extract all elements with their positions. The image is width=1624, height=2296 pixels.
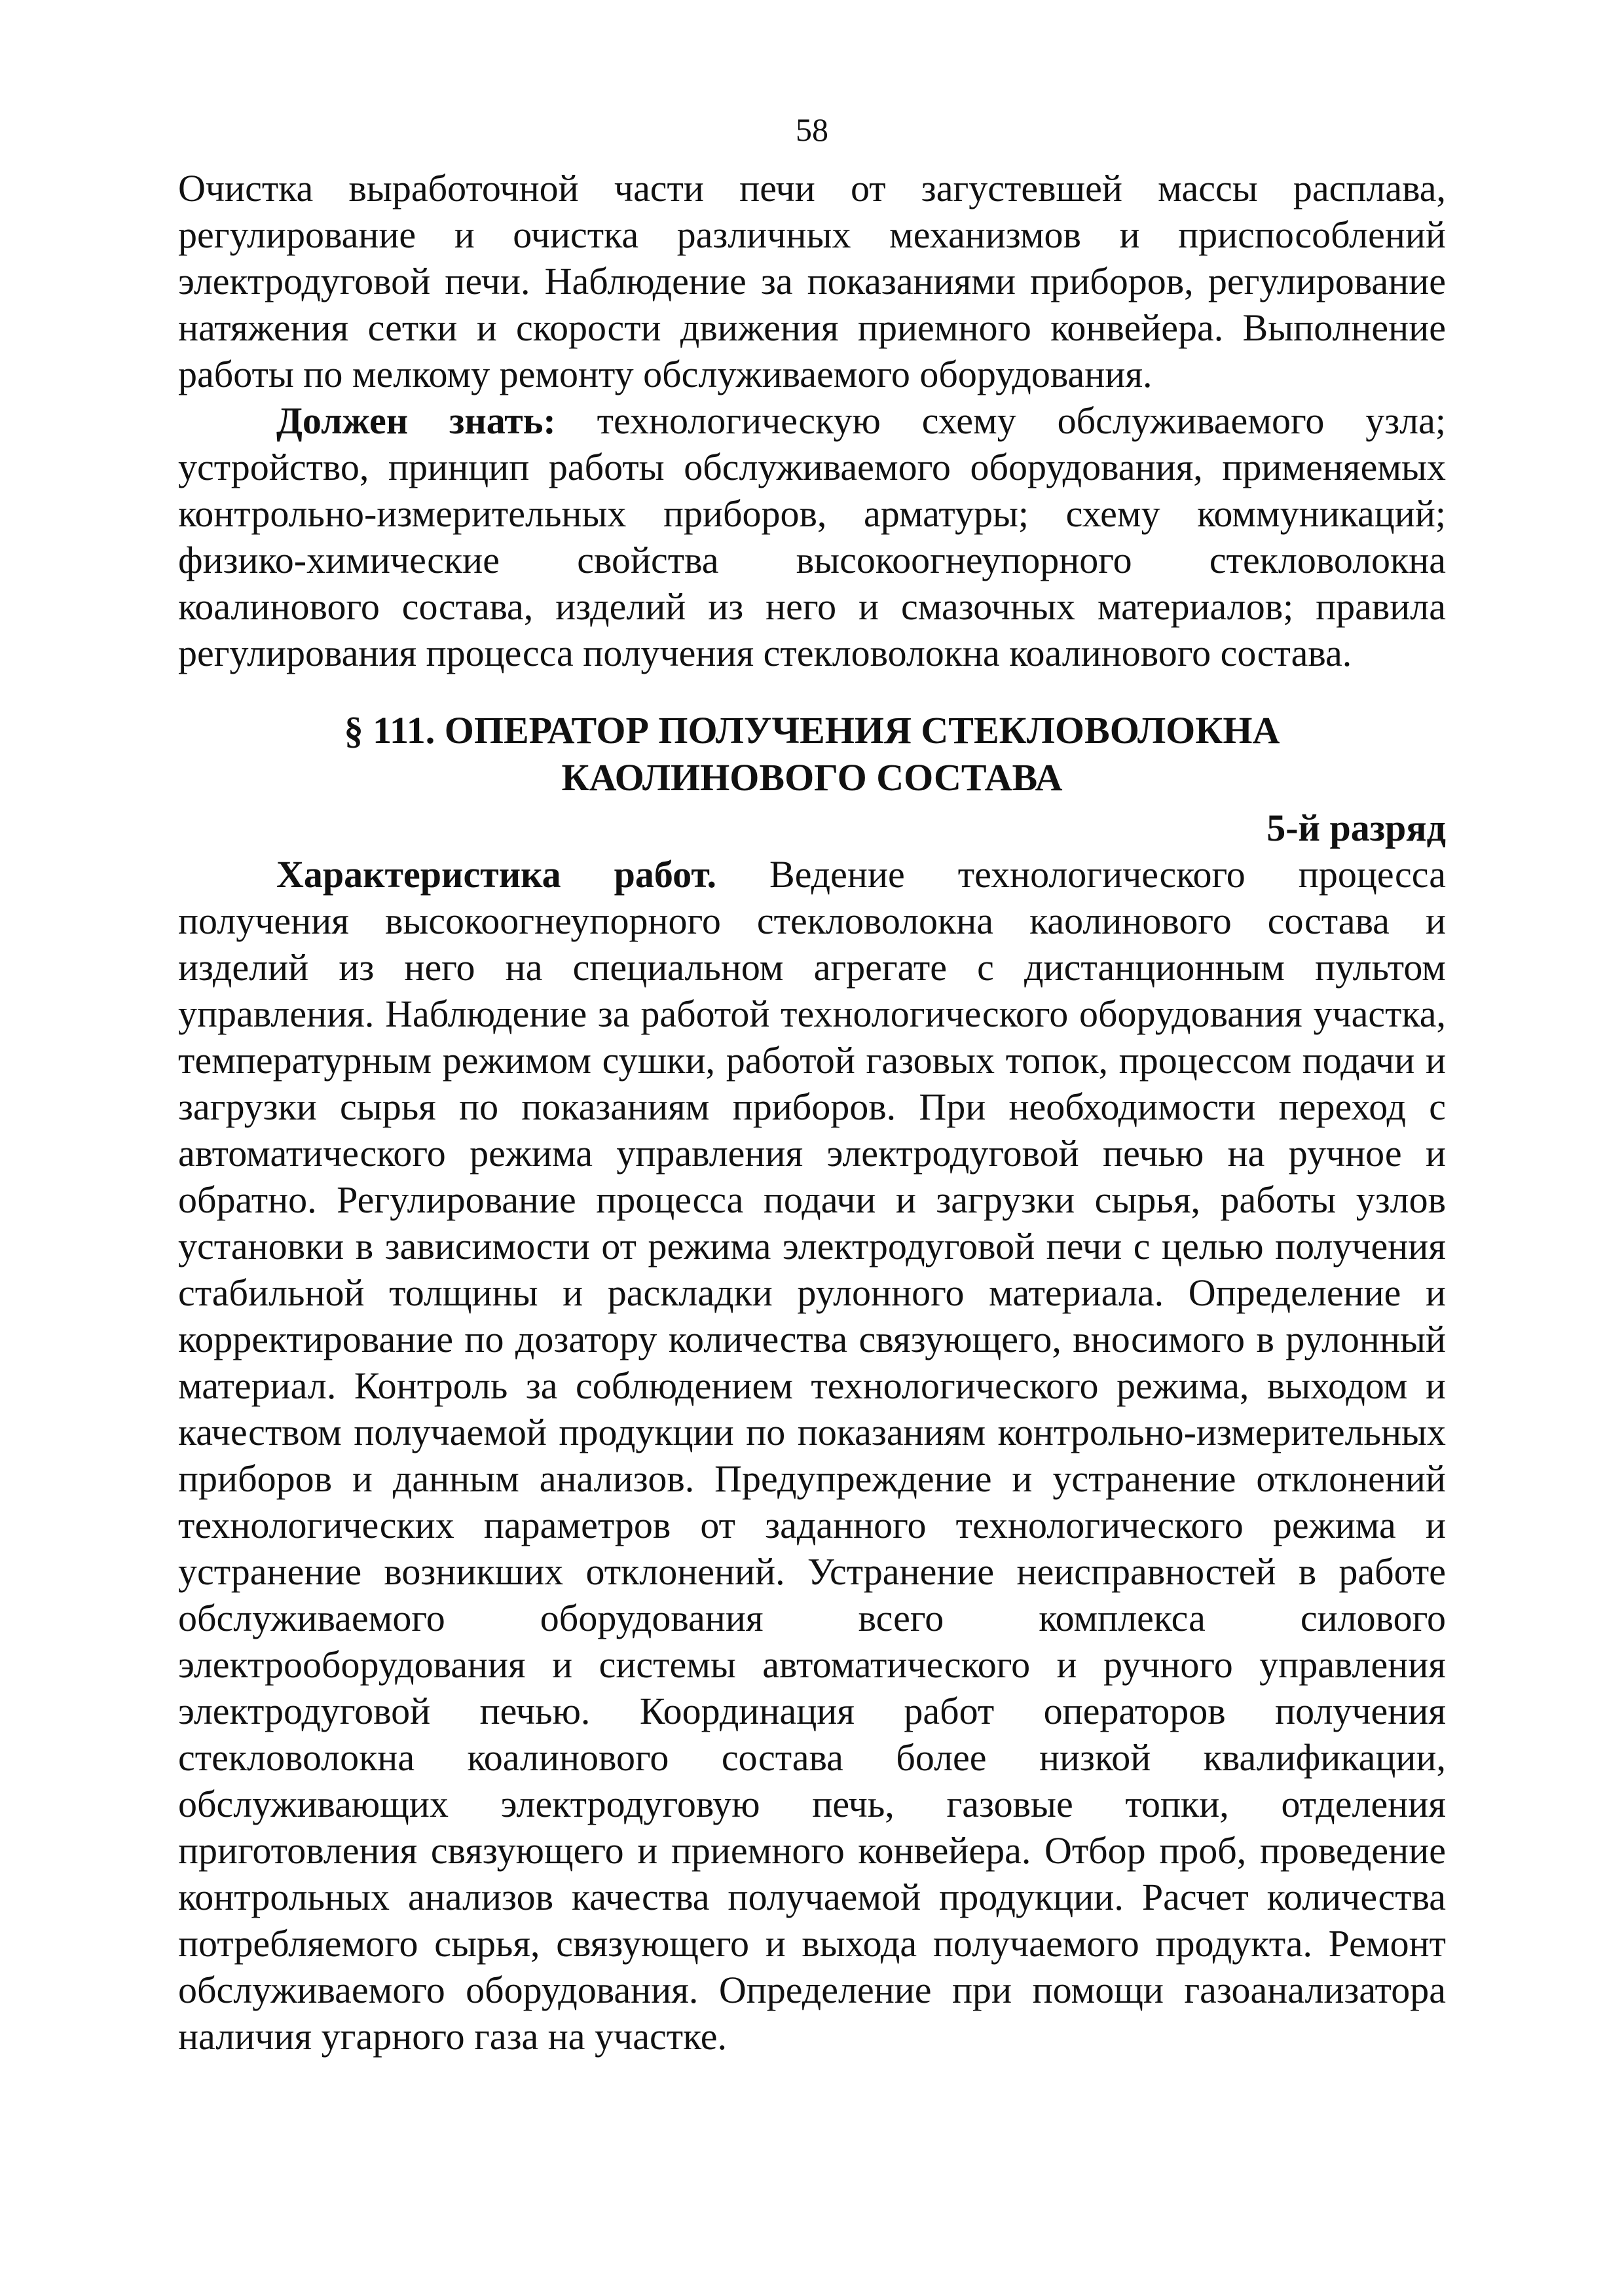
characteristics-label: Характеристика работ. — [276, 853, 717, 896]
characteristics-paragraph — [178, 851, 1446, 2060]
must-know-label: Должен знать: — [276, 399, 556, 442]
characteristics-text: Ведение технологического процесса получения высокоогнеупорного стекловолокна каолинового состава и изделий из него на специальном агрегате с дистанционным пультом управления. Наблюдение за работой технологического оборудования участка, температурным режимом сушки, работой газовых топок, процессом подачи и загрузки сырья по показаниям приборов. При необходимости переход с автоматического режима управления электродуговой печью на ручное и обратно. Регулирование процесса подачи и загрузки сырья, работы узлов установки в зависимости от режима электродуговой печи с целью получения стабильной толщины и раскладки рулонного материала. Определение и корректирование по дозатору количества связующего, вносимого в рулонный материал. Контроль за соблюдением технологического режима, выходом и качеством получаемой продукции по показаниям контрольно-измерительных приборов и данным анализов. Предупреждение и устранение отклонений технологических параметров от заданного технологического режима и устранение возникших отклонений. Устранение неисправностей в работе обслуживаемого оборудования всего комплекса силового электрооборудования и системы автоматического и ручного управления электродуговой печью. Координация работ операторов получения стекловолокна коалинового состава более низкой квалификации, обслуживающих электродуговую печь, газовые топки, отделения приготовления связующего и приемного конвейера. Отбор проб, проведение контрольных анализов качества получаемой продукции. Расчет количества потребляемого сырья, связующего и выхода получаемого продукта. Ремонт обслуживаемого оборудования. Определение при помощи газоанализатора наличия угарного газа на участке. — [178, 853, 1446, 2058]
section-title-line-1: § 111. ОПЕРАТОР ПОЛУЧЕНИЯ СТЕКЛОВОЛОКНА — [344, 709, 1280, 752]
section-title-line-2: КАОЛИНОВОГО СОСТАВА — [561, 756, 1063, 799]
section-title — [178, 707, 1446, 801]
intro-section — [178, 165, 1446, 676]
characteristics-section — [178, 851, 1446, 2060]
must-know-text: технологическую схему обслуживаемого узла; устройство, принцип работы обслуживаемого оборудования, применяемых контрольно-измерительных приборов, арматуры; схему коммуникаций; физико-химические свойства высокоогнеупорного стекловолокна коалинового состава, изделий из него и смазочных материалов; правила регулирования процесса получения стекловолокна коалинового состава. — [178, 399, 1446, 674]
intro-paragraph: Очистка выработочной части печи от загустевшей массы расплава, регулирование и очистка различных механизмов и приспособлений электродуговой печи. Наблюдение за показаниями приборов, регулирование натяжения сетки и скорости движения приемного конвейера. Выполнение работы по мелкому ремонту обслуживаемого оборудования. — [178, 167, 1446, 395]
grade-label: 5-й разряд — [1266, 807, 1446, 849]
page-number: 58 — [796, 111, 828, 148]
must-know-paragraph — [178, 397, 1446, 676]
